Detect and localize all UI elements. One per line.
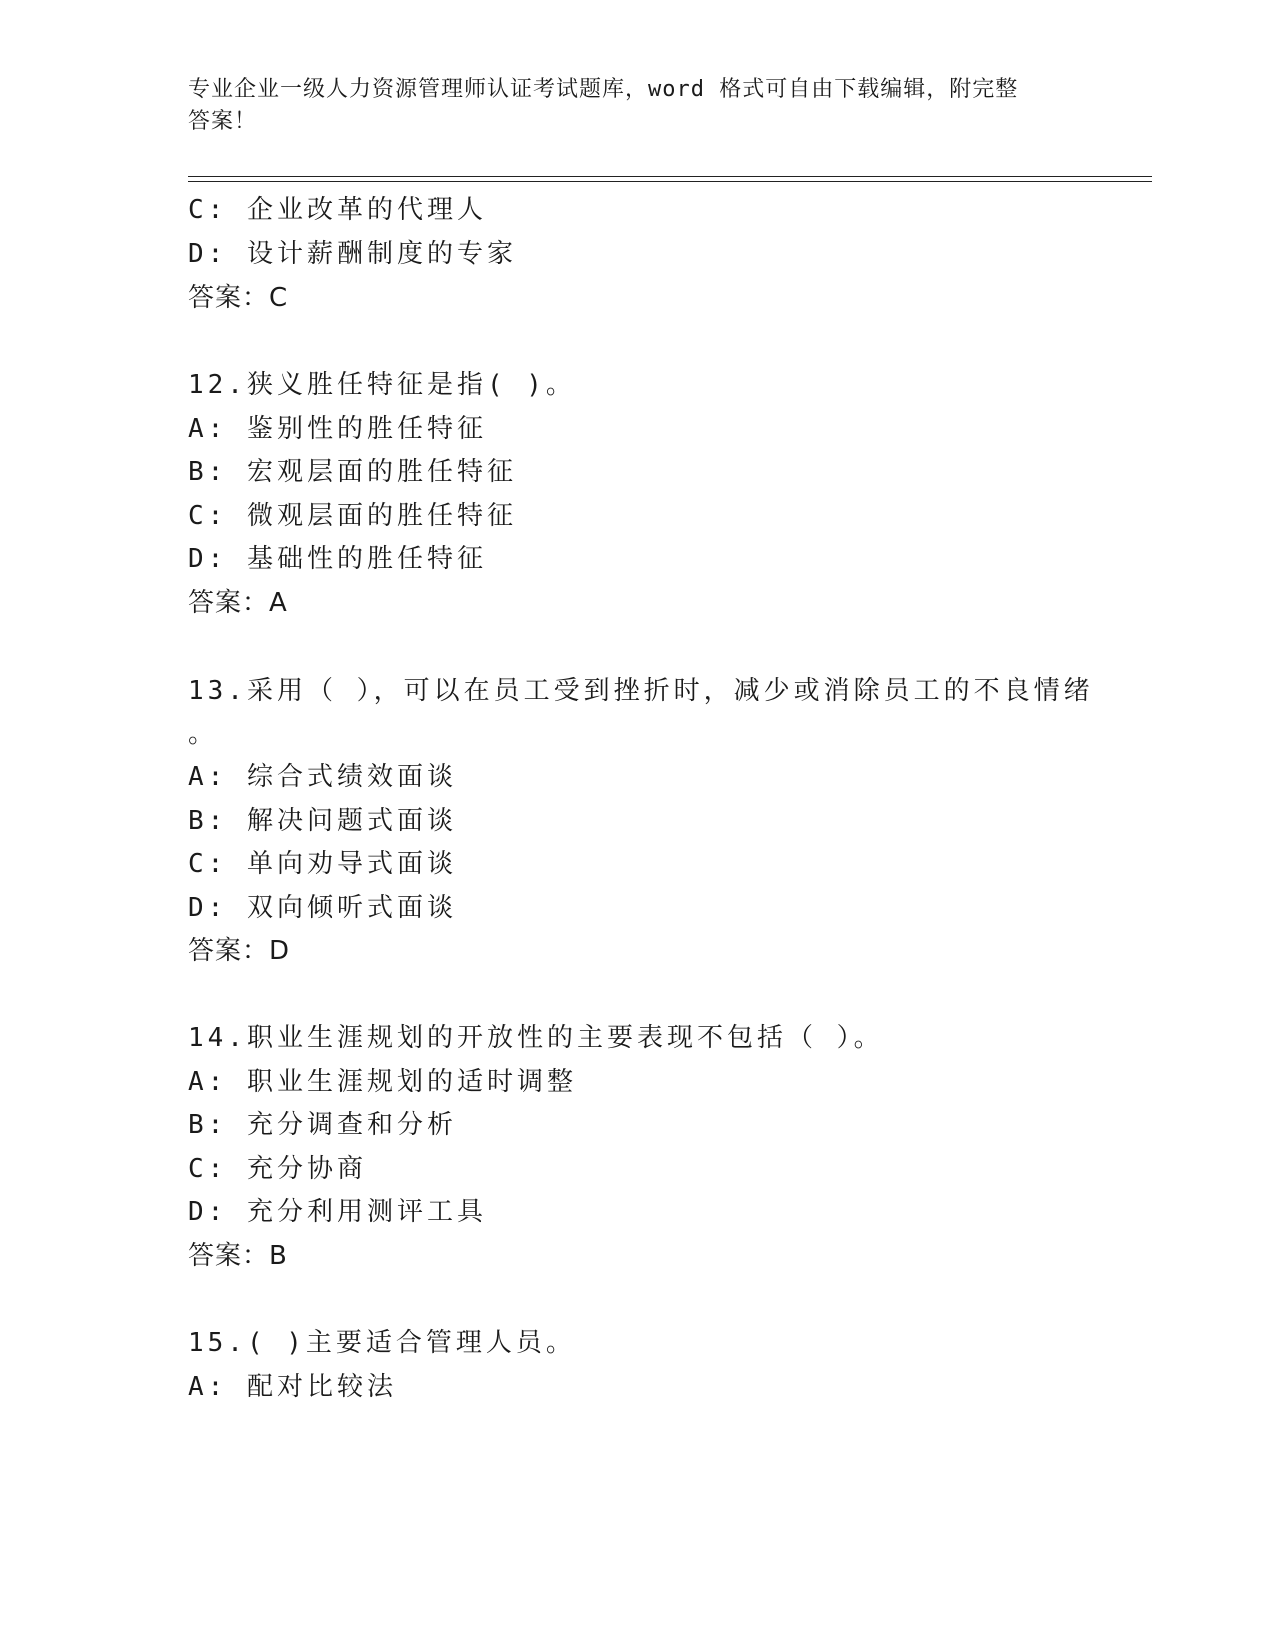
q15-question: 15.( )主要适合管理人员。 [188, 1328, 576, 1358]
q15-option-a: A: 配对比较法 [188, 1372, 397, 1402]
header-line-1: 专业企业一级人力资源管理师认证考试题库，word 格式可自由下载编辑，附完整 [188, 77, 1019, 102]
q14-option-d: D: 充分利用测评工具 [188, 1197, 487, 1227]
q13-option-a: A: 综合式绩效面谈 [188, 762, 457, 792]
q12-question: 12.狭义胜任特征是指( )。 [188, 370, 576, 400]
q12-option-c: C: 微观层面的胜任特征 [188, 501, 517, 531]
q13-answer: 答案：D [188, 936, 291, 966]
q11-option-d: D: 设计薪酬制度的专家 [188, 239, 517, 269]
q11-answer: 答案：C [188, 283, 289, 313]
document-header [188, 74, 1088, 138]
q13-question-line-2: 。 [188, 719, 219, 749]
q12-option-a: A: 鉴别性的胜任特征 [188, 414, 487, 444]
q14-answer: 答案：B [188, 1241, 288, 1271]
q14-option-b: B: 充分调查和分析 [188, 1110, 457, 1140]
q12-answer: 答案：A [188, 588, 288, 618]
q14-option-a: A: 职业生涯规划的适时调整 [188, 1067, 577, 1097]
q13-option-b: B: 解决问题式面谈 [188, 806, 457, 836]
q12-option-d: D: 基础性的胜任特征 [188, 544, 487, 574]
q12-option-b: B: 宏观层面的胜任特征 [188, 457, 517, 487]
header-divider-top [188, 176, 1152, 177]
q13-option-d: D: 双向倾听式面谈 [188, 893, 457, 923]
q11-option-c: C: 企业改革的代理人 [188, 195, 487, 225]
q14-question: 14.职业生涯规划的开放性的主要表现不包括（ ）。 [188, 1023, 884, 1053]
q14-option-c: C: 充分协商 [188, 1154, 367, 1184]
header-divider-bottom [188, 181, 1152, 182]
header-line-2: 答案！ [188, 109, 258, 134]
q13-question-line-1: 13.采用（ ），可以在员工受到挫折时，减少或消除员工的不良情绪 [188, 676, 1094, 706]
q13-option-c: C: 单向劝导式面谈 [188, 849, 457, 879]
